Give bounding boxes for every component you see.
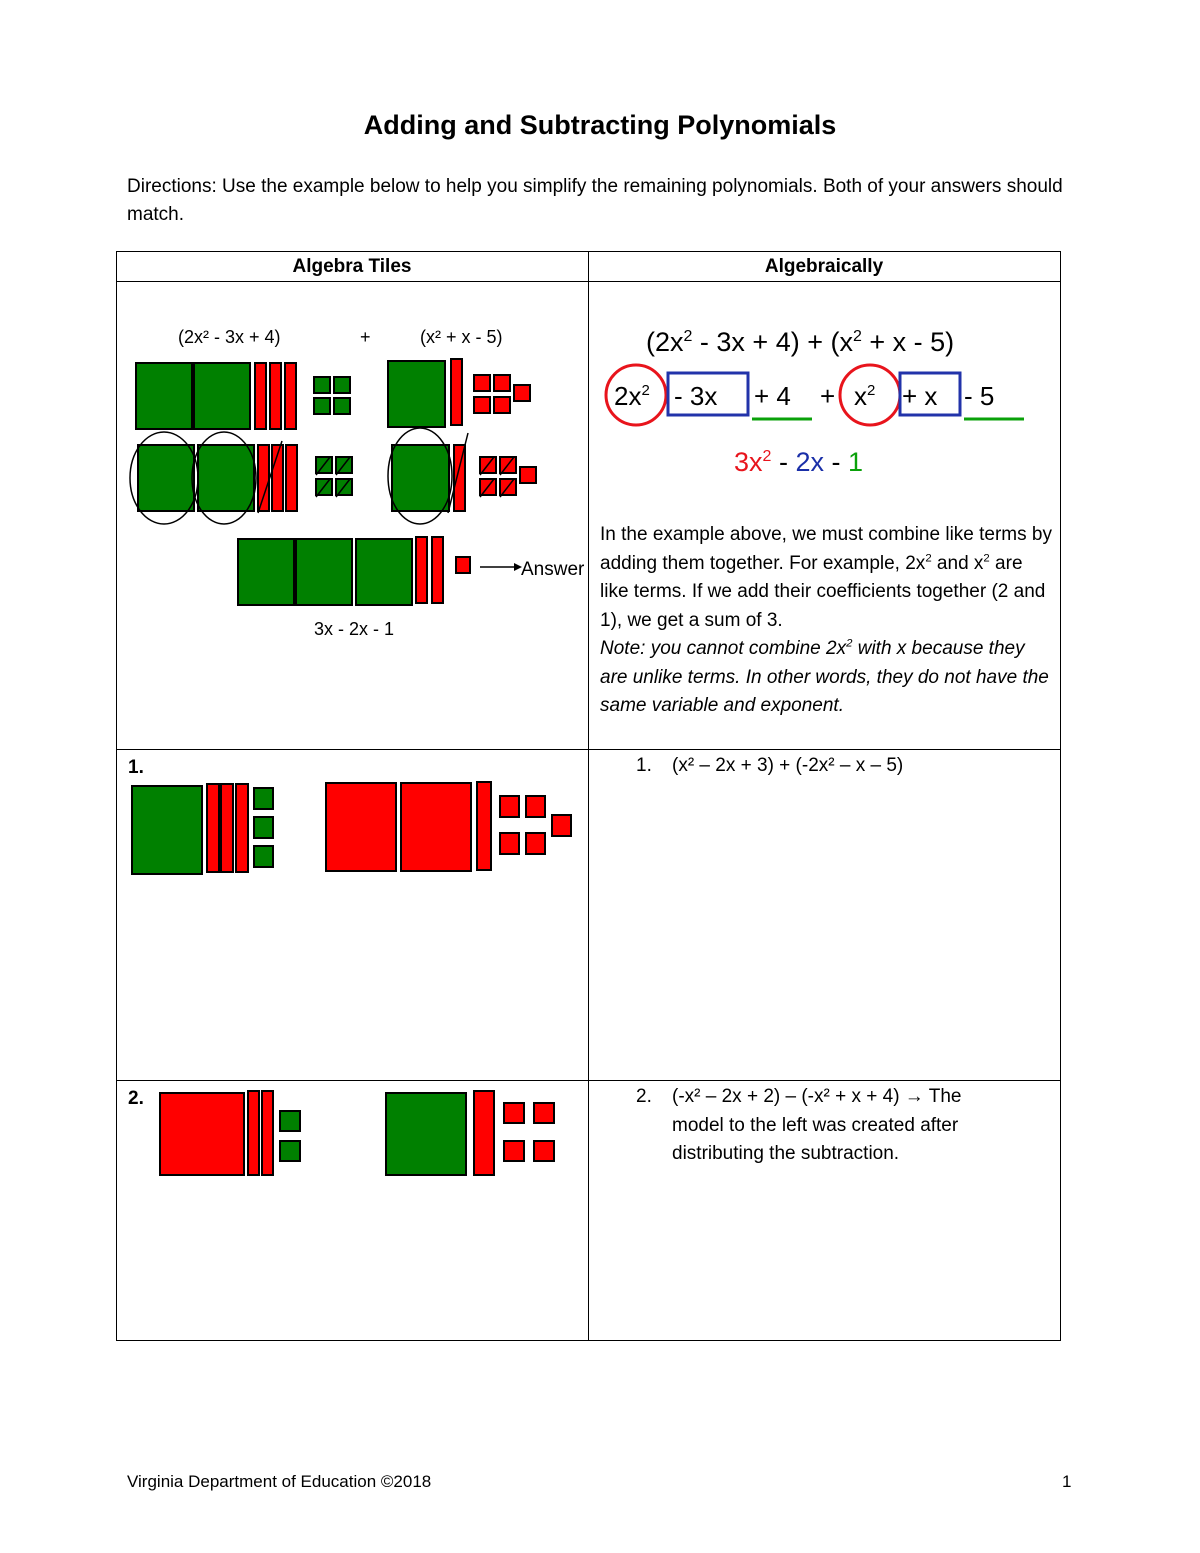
term-2x2: $2x^2$: [614, 381, 650, 411]
example-note-text: Note: you cannot combine $2x^2$ with x because they are unlike terms. In other words, they do not have the same variable and exponent.: [600, 637, 1049, 716]
example-explanation-text: In the example above, we must combine like terms by adding them together. For example, $2x^2$ and $x^2$ are like terms. If we add their coefficients together (2 and 1), we get a sum of 3.: [600, 524, 1052, 631]
tiles-row2-right: [388, 428, 536, 524]
tiles-label-left: (2x² - 3x + 4): [178, 327, 281, 347]
problem-2-number: 2.: [636, 1086, 652, 1107]
tiles-row1-left: [136, 363, 350, 429]
example-tiles-diagram: [124, 291, 584, 651]
page-number: 1: [1062, 1472, 1072, 1491]
problem-2-expression: (-x² – 2x + 2) – (-x² + x + 4) → The model to the left was created after distributing the subtraction.: [672, 1086, 962, 1164]
tiles-label-right: (x² + x - 5): [420, 327, 503, 347]
example-algebraic-diagram: [600, 291, 1052, 501]
problem-1-tiles: [130, 779, 580, 879]
problem-1-expression: (x² – 2x + 3) + (-2x² – x – 5): [672, 755, 904, 776]
term-plus-4: + 4: [754, 381, 791, 411]
problem-1-label: 1.: [128, 757, 144, 778]
page-title: Adding and Subtracting Polynomials: [363, 110, 837, 140]
directions-text: Directions: Use the example below to help you simplify the remaining polynomials. Both of your answers should match.: [127, 176, 1063, 225]
header-algebraically: Algebraically: [764, 256, 884, 277]
tiles-row1-right: [388, 359, 530, 427]
problem-2-label: 2.: [128, 1088, 144, 1109]
worksheet-table: [116, 251, 1061, 1341]
problem-1-number: 1.: [636, 755, 652, 776]
term-minus-3x: - 3x: [674, 381, 718, 411]
header-algebra-tiles: Algebra Tiles: [292, 256, 412, 277]
tiles-answer-row: [238, 537, 470, 605]
answer-expression: 3x - 2x - 1: [314, 619, 395, 639]
tiles-row2-left: [130, 432, 352, 524]
answer-label: Answer: [521, 559, 584, 580]
term-minus-5: - 5: [964, 381, 995, 411]
table-border-left: [116, 251, 117, 1341]
tiles-plus-sign: +: [360, 327, 371, 347]
term-plus-x: + x: [902, 381, 938, 411]
algebraic-result: $3x^2 - 2x - 1$: [734, 447, 863, 477]
table-border-right: [1060, 251, 1061, 1341]
table-column-divider: [588, 251, 589, 1341]
term-plus-sign: +: [820, 381, 836, 411]
term-x2: $x^2$: [854, 381, 876, 411]
example-explanation: [600, 521, 1055, 721]
problem-2-tiles: [156, 1087, 566, 1183]
footer-credit: Virginia Department of Education ©2018: [127, 1472, 432, 1491]
algebraic-expression: $(2x^2 - 3x + 4) + (x^2 + x - 5)$: [646, 327, 955, 357]
